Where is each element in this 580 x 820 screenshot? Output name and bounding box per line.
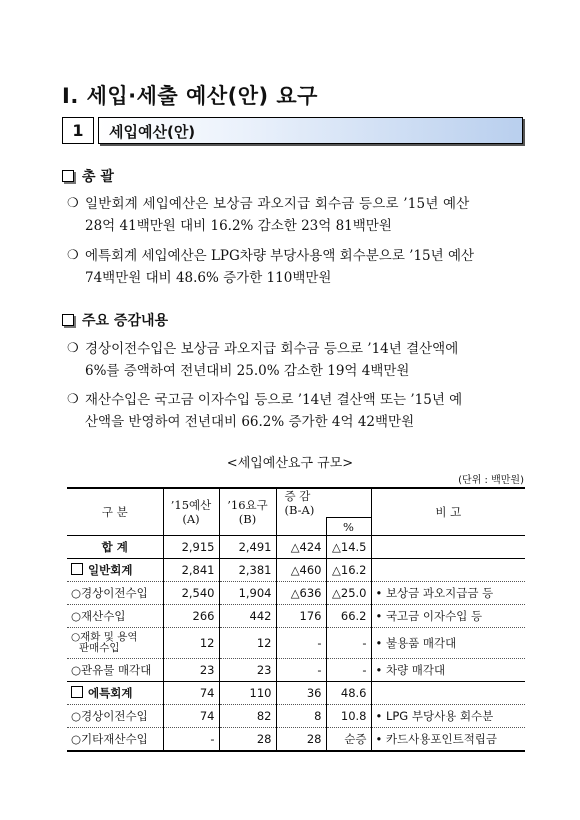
cell-pct: 순증	[326, 728, 371, 752]
cell-pct: -	[326, 659, 371, 682]
square-bullet-icon	[62, 170, 74, 182]
circle-bullet-icon: ❍	[67, 196, 79, 211]
cell-category: ○경상이전수입	[67, 582, 163, 605]
cell-request16: 28	[219, 728, 276, 752]
cell-category-line1: ○재화 및 용역	[71, 631, 138, 643]
cell-category: ○재산수입	[67, 605, 163, 628]
cell-note: • 카드사용포인트적립금	[371, 728, 525, 752]
header-pct: %	[326, 518, 371, 536]
cell-request16: 110	[219, 682, 276, 705]
cell-request16: 2,381	[219, 559, 276, 582]
changes-bullet-2-line2: 산액을 반영하여 전년대비 66.2% 증가한 4억 42백만원	[85, 414, 415, 430]
table-row	[67, 582, 525, 605]
cell-note: • 불용품 매각대	[371, 628, 525, 659]
cell-change: 36	[276, 682, 326, 705]
overview-heading-text: 총 괄	[82, 169, 114, 185]
changes-bullet-1	[67, 338, 533, 382]
overview-bullet-2	[67, 245, 533, 289]
cell-change: -	[276, 659, 326, 682]
changes-heading-text: 주요 증감내용	[82, 313, 169, 329]
cell-category: ○경상이전수입	[67, 705, 163, 728]
section-number: 1	[62, 117, 94, 144]
circle-bullet-icon: ❍	[67, 341, 79, 356]
changes-heading	[62, 310, 168, 330]
cell-category-line2: 판매수입	[79, 642, 120, 654]
overview-heading	[62, 166, 114, 186]
changes-bullet-1-line2: 6%를 증액하여 전년대비 25.0% 감소한 19억 4백만원	[85, 363, 410, 379]
cell-change: -	[276, 628, 326, 659]
table-row-total	[67, 536, 525, 559]
cell-request16: 2,491	[219, 536, 276, 559]
changes-bullet-1-line1: 경상이전수입은 보상금 과오지급 회수금 등으로 ’14년 결산액에	[85, 341, 459, 357]
overview-bullet-1-line2: 28억 41백만원 대비 16.2% 감소한 23억 81백만원	[85, 218, 392, 234]
cell-note: • 차량 매각대	[371, 659, 525, 682]
cell-note: • LPG 부당사용 회수분	[371, 705, 525, 728]
cell-budget15: 2,915	[163, 536, 219, 559]
header-budget15	[163, 488, 219, 536]
header-request16-label: ’16요구	[227, 498, 268, 512]
cell-category	[67, 628, 163, 659]
cell-pct: -	[326, 628, 371, 659]
header-change	[276, 488, 371, 518]
cell-category: ○관유물 매각대	[67, 659, 163, 682]
square-bullet-icon	[62, 314, 74, 326]
table-row	[67, 682, 525, 705]
table-row	[67, 559, 525, 582]
cell-request16: 82	[219, 705, 276, 728]
cell-budget15: -	[163, 728, 219, 752]
cell-note: • 국고금 이자수입 등	[371, 605, 525, 628]
cell-budget15: 12	[163, 628, 219, 659]
cell-note	[371, 682, 525, 705]
cell-pct: △14.5	[326, 536, 371, 559]
cell-category-text: 에특회계	[88, 686, 133, 700]
checkbox-square-icon	[71, 563, 83, 575]
cell-category: ○기타재산수입	[67, 728, 163, 752]
overview-bullet-1	[67, 193, 533, 237]
header-request16-sub: (B)	[238, 512, 257, 526]
overview-bullet-1-line1: 일반회계 세입예산은 보상금 과오지급 회수금 등으로 ’15년 예산	[85, 196, 470, 212]
header-note: 비 고	[371, 488, 525, 536]
changes-bullet-2	[67, 389, 533, 433]
cell-change: 8	[276, 705, 326, 728]
cell-budget15: 74	[163, 682, 219, 705]
circle-bullet-icon: ❍	[67, 248, 79, 263]
table-caption: <세입예산요구 규모>	[226, 456, 354, 471]
overview-bullet-2-line1: 에특회계 세입예산은 LPG차량 부당사용액 회수분으로 ’15년 예산	[85, 248, 475, 264]
table-row	[67, 605, 525, 628]
cell-budget15: 2,540	[163, 582, 219, 605]
cell-note: • 보상금 과오지급금 등	[371, 582, 525, 605]
cell-change: △636	[276, 582, 326, 605]
table-row	[67, 705, 525, 728]
overview-bullet-2-line2: 74백만원 대비 48.6% 증가한 110백만원	[85, 270, 332, 286]
table-row	[67, 628, 525, 659]
cell-pct: 10.8	[326, 705, 371, 728]
cell-category	[67, 559, 163, 582]
cell-category: 합 계	[67, 536, 163, 559]
revenue-table	[67, 487, 525, 752]
cell-request16: 23	[219, 659, 276, 682]
cell-category-text: 일반회계	[88, 563, 133, 577]
cell-request16: 1,904	[219, 582, 276, 605]
cell-note	[371, 536, 525, 559]
cell-note	[371, 559, 525, 582]
cell-budget15: 266	[163, 605, 219, 628]
cell-category	[67, 682, 163, 705]
cell-pct: 66.2	[326, 605, 371, 628]
section-title-box	[98, 117, 523, 144]
cell-change: 28	[276, 728, 326, 752]
table-row	[67, 728, 525, 752]
page-title: Ⅰ. 세입·세출 예산(안) 요구	[62, 84, 318, 108]
cell-pct: △16.2	[326, 559, 371, 582]
cell-budget15: 74	[163, 705, 219, 728]
circle-bullet-icon: ❍	[67, 392, 79, 407]
cell-request16: 12	[219, 628, 276, 659]
cell-pct: 48.6	[326, 682, 371, 705]
cell-budget15: 23	[163, 659, 219, 682]
header-change-amount	[276, 518, 326, 536]
header-change-sub: (B-A)	[284, 503, 315, 517]
header-request16	[219, 488, 276, 536]
cell-budget15: 2,841	[163, 559, 219, 582]
header-change-label: 증 감	[284, 489, 311, 503]
table-unit: (단위 : 백만원)	[458, 475, 524, 486]
section-title: 세입예산(안)	[109, 123, 196, 141]
cell-pct: △25.0	[326, 582, 371, 605]
section-header	[62, 117, 523, 144]
changes-bullet-2-line1: 재산수입은 국고금 이자수입 등으로 ’14년 결산액 또는 ’15년 예	[85, 392, 463, 408]
cell-change: △460	[276, 559, 326, 582]
checkbox-square-icon	[71, 686, 83, 698]
header-budget15-sub: (A)	[182, 512, 200, 526]
cell-change: △424	[276, 536, 326, 559]
cell-change: 176	[276, 605, 326, 628]
header-category: 구 분	[67, 488, 163, 536]
header-budget15-label: ’15예산	[170, 498, 212, 512]
table-row	[67, 659, 525, 682]
cell-request16: 442	[219, 605, 276, 628]
